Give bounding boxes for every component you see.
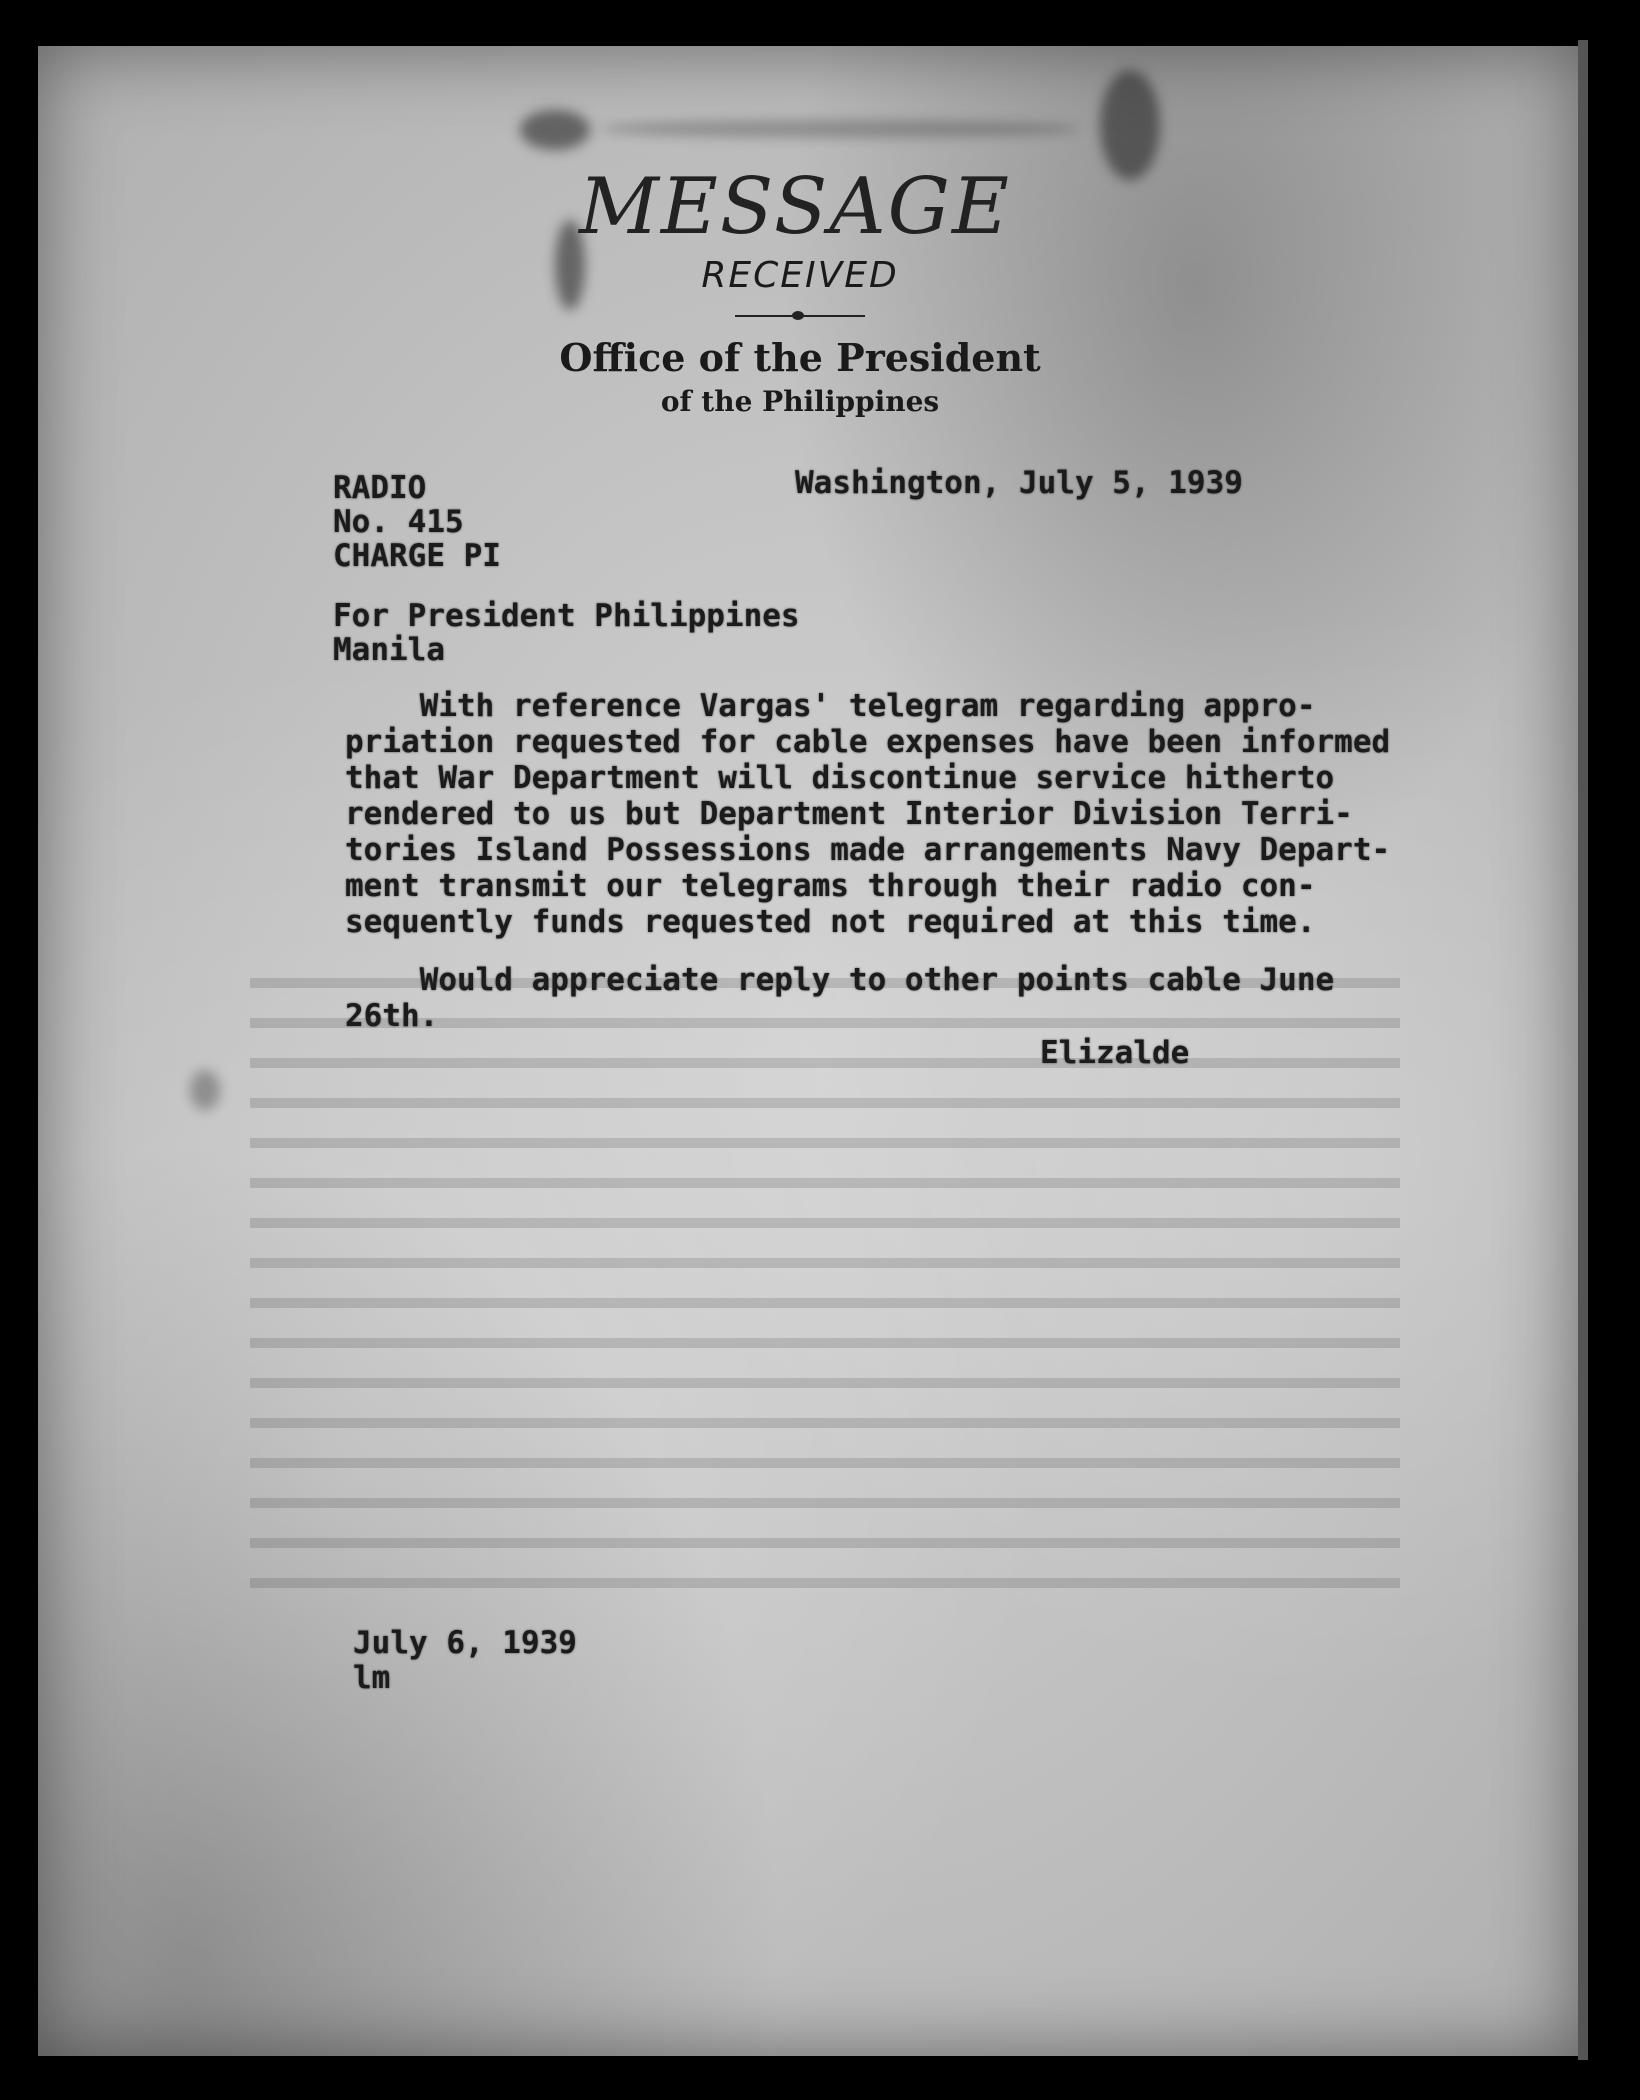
body-line: 26th. (345, 998, 439, 1034)
radio-label: RADIO (333, 470, 427, 506)
ink-stain (600, 120, 1080, 138)
footer-date: July 6, 1939 (353, 1625, 577, 1661)
signature: Elizalde (1040, 1035, 1190, 1071)
header-received: RECEIVED (701, 255, 899, 296)
charge-label: CHARGE PI (333, 538, 501, 574)
body-line: With reference Vargas' telegram regarding appro- (345, 688, 1316, 724)
body-line: that War Department will discontinue service hitherto (345, 760, 1335, 796)
body-line: rendered to us but Department Interior Division Terri- (345, 796, 1353, 832)
addressee-line-1: For President Philippines (333, 598, 800, 634)
paragraph-gap (345, 940, 1385, 962)
header-office: Office of the President (559, 335, 1041, 380)
header-divider-ornament (792, 311, 804, 320)
place-date: Washington, July 5, 1939 (795, 465, 1243, 501)
header-message: MESSAGE (579, 162, 1011, 252)
footer-initials: lm (353, 1660, 391, 1696)
body-line: sequently funds requested not required at this time. (345, 904, 1316, 940)
body-line: ment transmit our telegrams through their radio con- (345, 868, 1316, 904)
ink-stain (190, 1070, 220, 1110)
body-line: Would appreciate reply to other points cable June (345, 962, 1335, 998)
ink-stain (520, 110, 590, 150)
body-line: tories Island Possessions made arrangements Navy Depart- (345, 832, 1391, 868)
header-philippines: of the Philippines (660, 385, 940, 418)
page-edge (1578, 40, 1588, 2060)
ink-stain (1100, 70, 1160, 180)
body-line: priation requested for cable expenses have been informed (345, 724, 1391, 760)
addressee-line-2: Manila (333, 632, 445, 668)
bleed-through-text (250, 960, 1400, 1600)
message-number: No. 415 (333, 504, 464, 540)
